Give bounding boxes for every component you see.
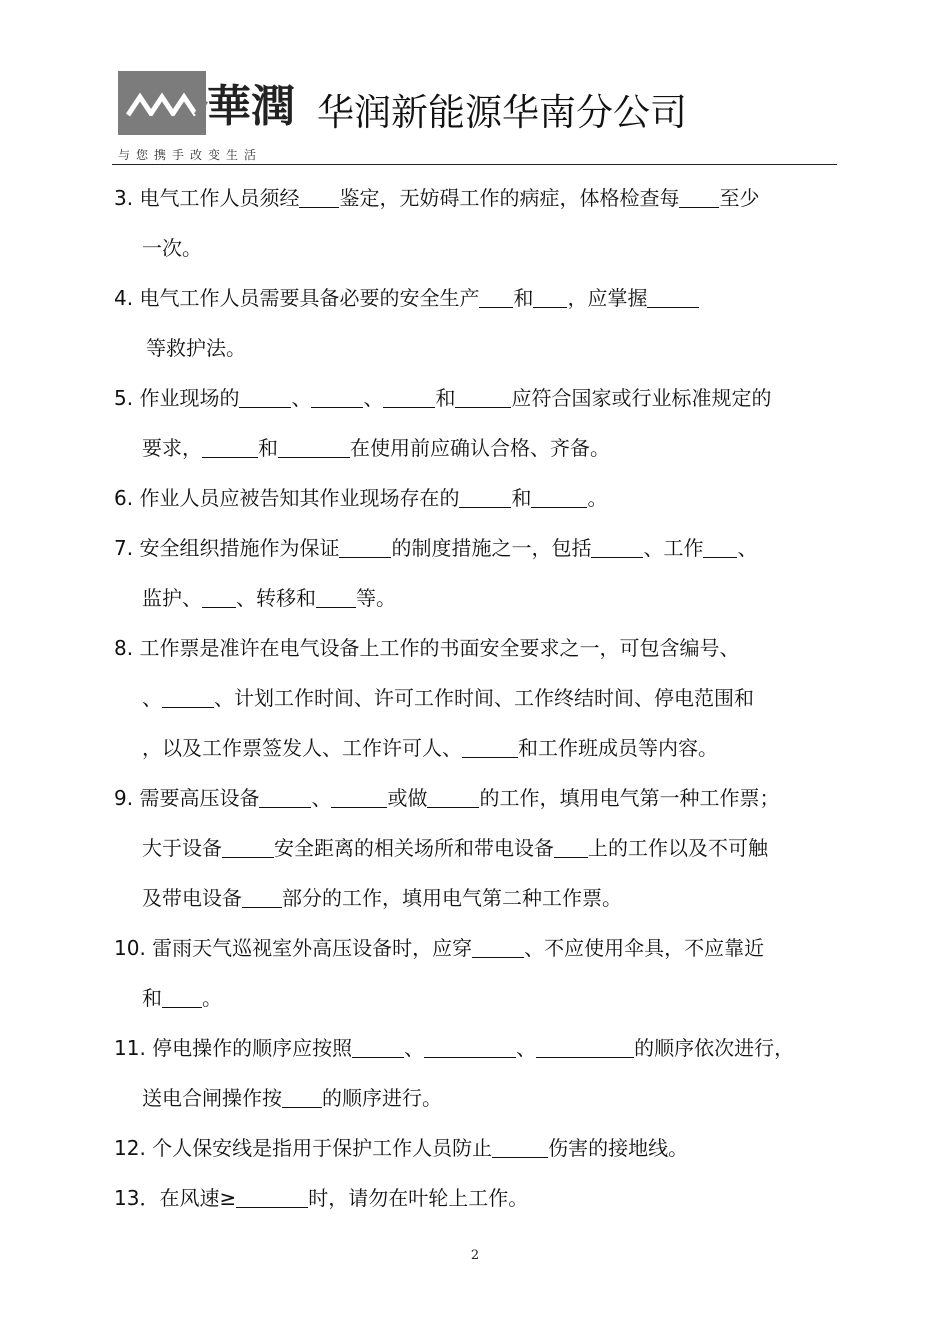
answer-blank[interactable] — [259, 787, 311, 808]
answer-blank[interactable] — [299, 187, 339, 208]
question-9-line-1: 9. 需要高压设备 、 或做 的工作，填用电气第一种工作票； — [114, 786, 780, 810]
question-11-line-1: 11. 停电操作的顺序应按照 、 、 的顺序依次进行， — [114, 1036, 795, 1060]
answer-blank[interactable] — [202, 587, 236, 608]
question-5-line-2: 要求， 和 在使用前应确认合格、齐备。 — [142, 436, 610, 460]
question-10-line-2: 和 。 — [142, 986, 222, 1010]
answer-blank[interactable] — [278, 437, 350, 458]
answer-blank[interactable] — [239, 387, 291, 408]
header-divider — [112, 164, 837, 165]
answer-blank[interactable] — [591, 537, 643, 558]
answer-blank[interactable] — [383, 387, 435, 408]
question-4-line-1: 4. 电气工作人员需要具备必要的安全生产 和 ，应掌握 — [114, 284, 699, 312]
answer-blank[interactable] — [352, 1037, 404, 1058]
answer-blank[interactable] — [242, 887, 282, 908]
answer-blank[interactable] — [459, 487, 511, 508]
answer-blank[interactable] — [462, 737, 518, 758]
question-9-line-2: 大于设备 安全距离的相关场所和带电设备 上的工作以及不可触 — [142, 836, 768, 860]
page-header — [112, 60, 837, 165]
logo-mark-icon — [118, 71, 296, 135]
answer-blank[interactable] — [647, 287, 699, 308]
answer-blank[interactable] — [554, 837, 588, 858]
answer-blank[interactable] — [536, 1037, 634, 1058]
answer-blank[interactable] — [472, 937, 524, 958]
answer-blank[interactable] — [424, 1037, 516, 1058]
logo-wordmark: 華潤 — [207, 81, 295, 132]
answer-blank[interactable] — [479, 287, 513, 308]
question-10-line-1: 10. 雷雨天气巡视室外高压设备时，应穿 、不应使用伞具，不应靠近 — [114, 936, 765, 960]
page-number: 2 — [470, 1248, 480, 1263]
answer-blank[interactable] — [311, 387, 363, 408]
answer-blank[interactable] — [236, 1187, 308, 1208]
answer-blank[interactable] — [455, 387, 511, 408]
answer-blank[interactable] — [162, 987, 202, 1008]
question-7-line-1: 7. 安全组织措施作为保证 的制度措施之一，包括 、工作 、 — [114, 536, 758, 560]
answer-blank[interactable] — [331, 787, 387, 808]
answer-blank[interactable] — [427, 787, 479, 808]
answer-blank[interactable] — [492, 1137, 548, 1158]
company-logo — [118, 71, 296, 135]
answer-blank[interactable] — [162, 687, 214, 708]
question-4-line-2: 等救护法。 — [146, 336, 246, 360]
question-8-line-1: 8. 工作票是准许在电气设备上工作的书面安全要求之一，可包含编号、 — [114, 636, 740, 660]
answer-blank[interactable] — [531, 487, 587, 508]
question-11-line-2: 送电合闸操作按 的顺序进行。 — [142, 1086, 442, 1110]
answer-blank[interactable] — [533, 287, 567, 308]
answer-blank[interactable] — [316, 587, 356, 608]
question-9-line-3: 及带电设备 部分的工作，填用电气第二种工作票。 — [142, 886, 622, 910]
question-8-line-3: ，以及工作票签发人、工作许可人、 和工作班成员等内容。 — [142, 736, 718, 760]
company-name: 华润新能源华南分公司 — [317, 91, 687, 134]
question-5-line-1: 5. 作业现场的 、 、 和 应符合国家或行业标准规定的 — [114, 386, 772, 410]
question-7-line-2: 监护、 、转移和 等。 — [142, 586, 396, 610]
answer-blank[interactable] — [703, 537, 737, 558]
question-3-line-2: 一次。 — [142, 236, 202, 260]
question-8-line-2: 、 、计划工作时间、许可工作时间、工作终结时间、停电范围和 — [142, 686, 754, 710]
answer-blank[interactable] — [339, 537, 391, 558]
question-3-line-1: 3. 电气工作人员须经 鉴定，无妨碍工作的病症，体格检查每 至少 — [114, 186, 760, 210]
question-6-line-1: 6. 作业人员应被告知其作业现场存在的 和 。 — [114, 486, 608, 510]
logo-tagline: 与您携手改变生活 — [118, 148, 263, 162]
question-13-line-1: 13．在风速≥ 时，请勿在叶轮上工作。 — [114, 1186, 529, 1210]
answer-blank[interactable] — [202, 437, 258, 458]
question-12-line-1: 12. 个人保安线是指用于保护工作人员防止 伤害的接地线。 — [114, 1136, 689, 1160]
answer-blank[interactable] — [282, 1087, 322, 1108]
answer-blank[interactable] — [679, 187, 719, 208]
answer-blank[interactable] — [222, 837, 274, 858]
